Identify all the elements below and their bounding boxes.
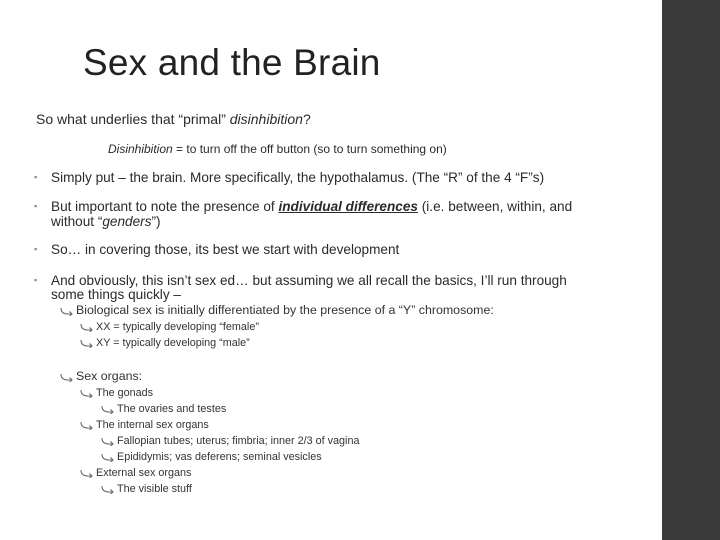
sub-item-text: Sex organs: xyxy=(76,369,143,383)
curved-arrow-icon xyxy=(80,468,94,478)
sub-item-text: The gonads xyxy=(96,387,154,399)
sub-item-text: Epididymis; vas deferens; seminal vesicles xyxy=(117,451,322,463)
sub-item-text: XX = typically developing “female” xyxy=(96,321,259,333)
sub-item-text: Fallopian tubes; uterus; fimbria; inner 2/3 of vagina xyxy=(117,435,360,447)
subtitle-italic: disinhibition xyxy=(229,111,303,127)
sub-item-level3 xyxy=(101,451,322,463)
curved-arrow-icon xyxy=(101,484,115,494)
curved-arrow-icon xyxy=(60,306,74,316)
curved-arrow-icon xyxy=(80,420,94,430)
bullet-text-line2 xyxy=(51,214,161,229)
emphasis-text: individual differences xyxy=(278,199,418,214)
subtitle-text: So what underlies that “primal” xyxy=(36,111,230,127)
bullet-text: So… in covering those, its best we start with development xyxy=(51,242,400,257)
bullet-text xyxy=(51,199,572,214)
sub-item-level1 xyxy=(60,369,142,383)
curved-arrow-icon xyxy=(101,436,115,446)
italic-text: genders xyxy=(102,214,152,229)
sub-item-level2 xyxy=(80,419,209,431)
subtitle-end: ? xyxy=(302,111,311,127)
sub-item-level2 xyxy=(80,321,259,333)
sub-item-level3 xyxy=(101,435,359,447)
curved-arrow-icon xyxy=(80,388,94,398)
bullet-marker: ▪ xyxy=(34,275,38,285)
sub-item-level1 xyxy=(60,303,494,317)
sub-item-level3 xyxy=(101,403,226,415)
bullet-text: Simply put – the brain. More specifically, the hypothalamus. (The “R” of the 4 “F”s) xyxy=(51,170,545,185)
definition-text: = to turn off the off button (so to turn something on) xyxy=(172,142,447,156)
sub-item-level2 xyxy=(80,337,250,349)
curved-arrow-icon xyxy=(60,372,74,382)
bullet-text-part: ”) xyxy=(151,214,161,229)
curved-arrow-icon xyxy=(80,338,94,348)
bullet-text-part: But important to note the presence of xyxy=(51,199,279,214)
sub-item-level2 xyxy=(80,467,191,479)
sub-item-text: The internal sex organs xyxy=(96,419,209,431)
subtitle-question xyxy=(36,111,311,127)
sub-item-text: Biological sex is initially differentiated by the presence of a “Y” chromosome: xyxy=(76,303,494,317)
definition-term: Disinhibition xyxy=(108,142,173,156)
bullet-marker: ▪ xyxy=(34,201,38,211)
sub-item-text: XY = typically developing “male” xyxy=(96,337,250,349)
sidebar-bar xyxy=(662,0,720,540)
curved-arrow-icon xyxy=(101,452,115,462)
bullet-text-part: (i.e. between, within, and xyxy=(417,199,573,214)
definition-line xyxy=(108,142,447,156)
curved-arrow-icon xyxy=(101,404,115,414)
bullet-marker: ▪ xyxy=(34,244,38,254)
bullet-text-line2: some things quickly – xyxy=(51,287,181,302)
sub-item-text: The visible stuff xyxy=(117,483,192,495)
sub-item-level2 xyxy=(80,387,153,399)
curved-arrow-icon xyxy=(80,322,94,332)
bullet-text-part: without “ xyxy=(51,214,103,229)
bullet-marker: ▪ xyxy=(34,172,38,182)
slide-title: Sex and the Brain xyxy=(83,42,381,83)
sub-item-level3 xyxy=(101,483,192,495)
sub-item-text: External sex organs xyxy=(96,467,192,479)
sub-item-text: The ovaries and testes xyxy=(117,403,227,415)
bullet-text: And obviously, this isn’t sex ed… but assuming we all recall the basics, I’ll run through xyxy=(51,273,567,288)
